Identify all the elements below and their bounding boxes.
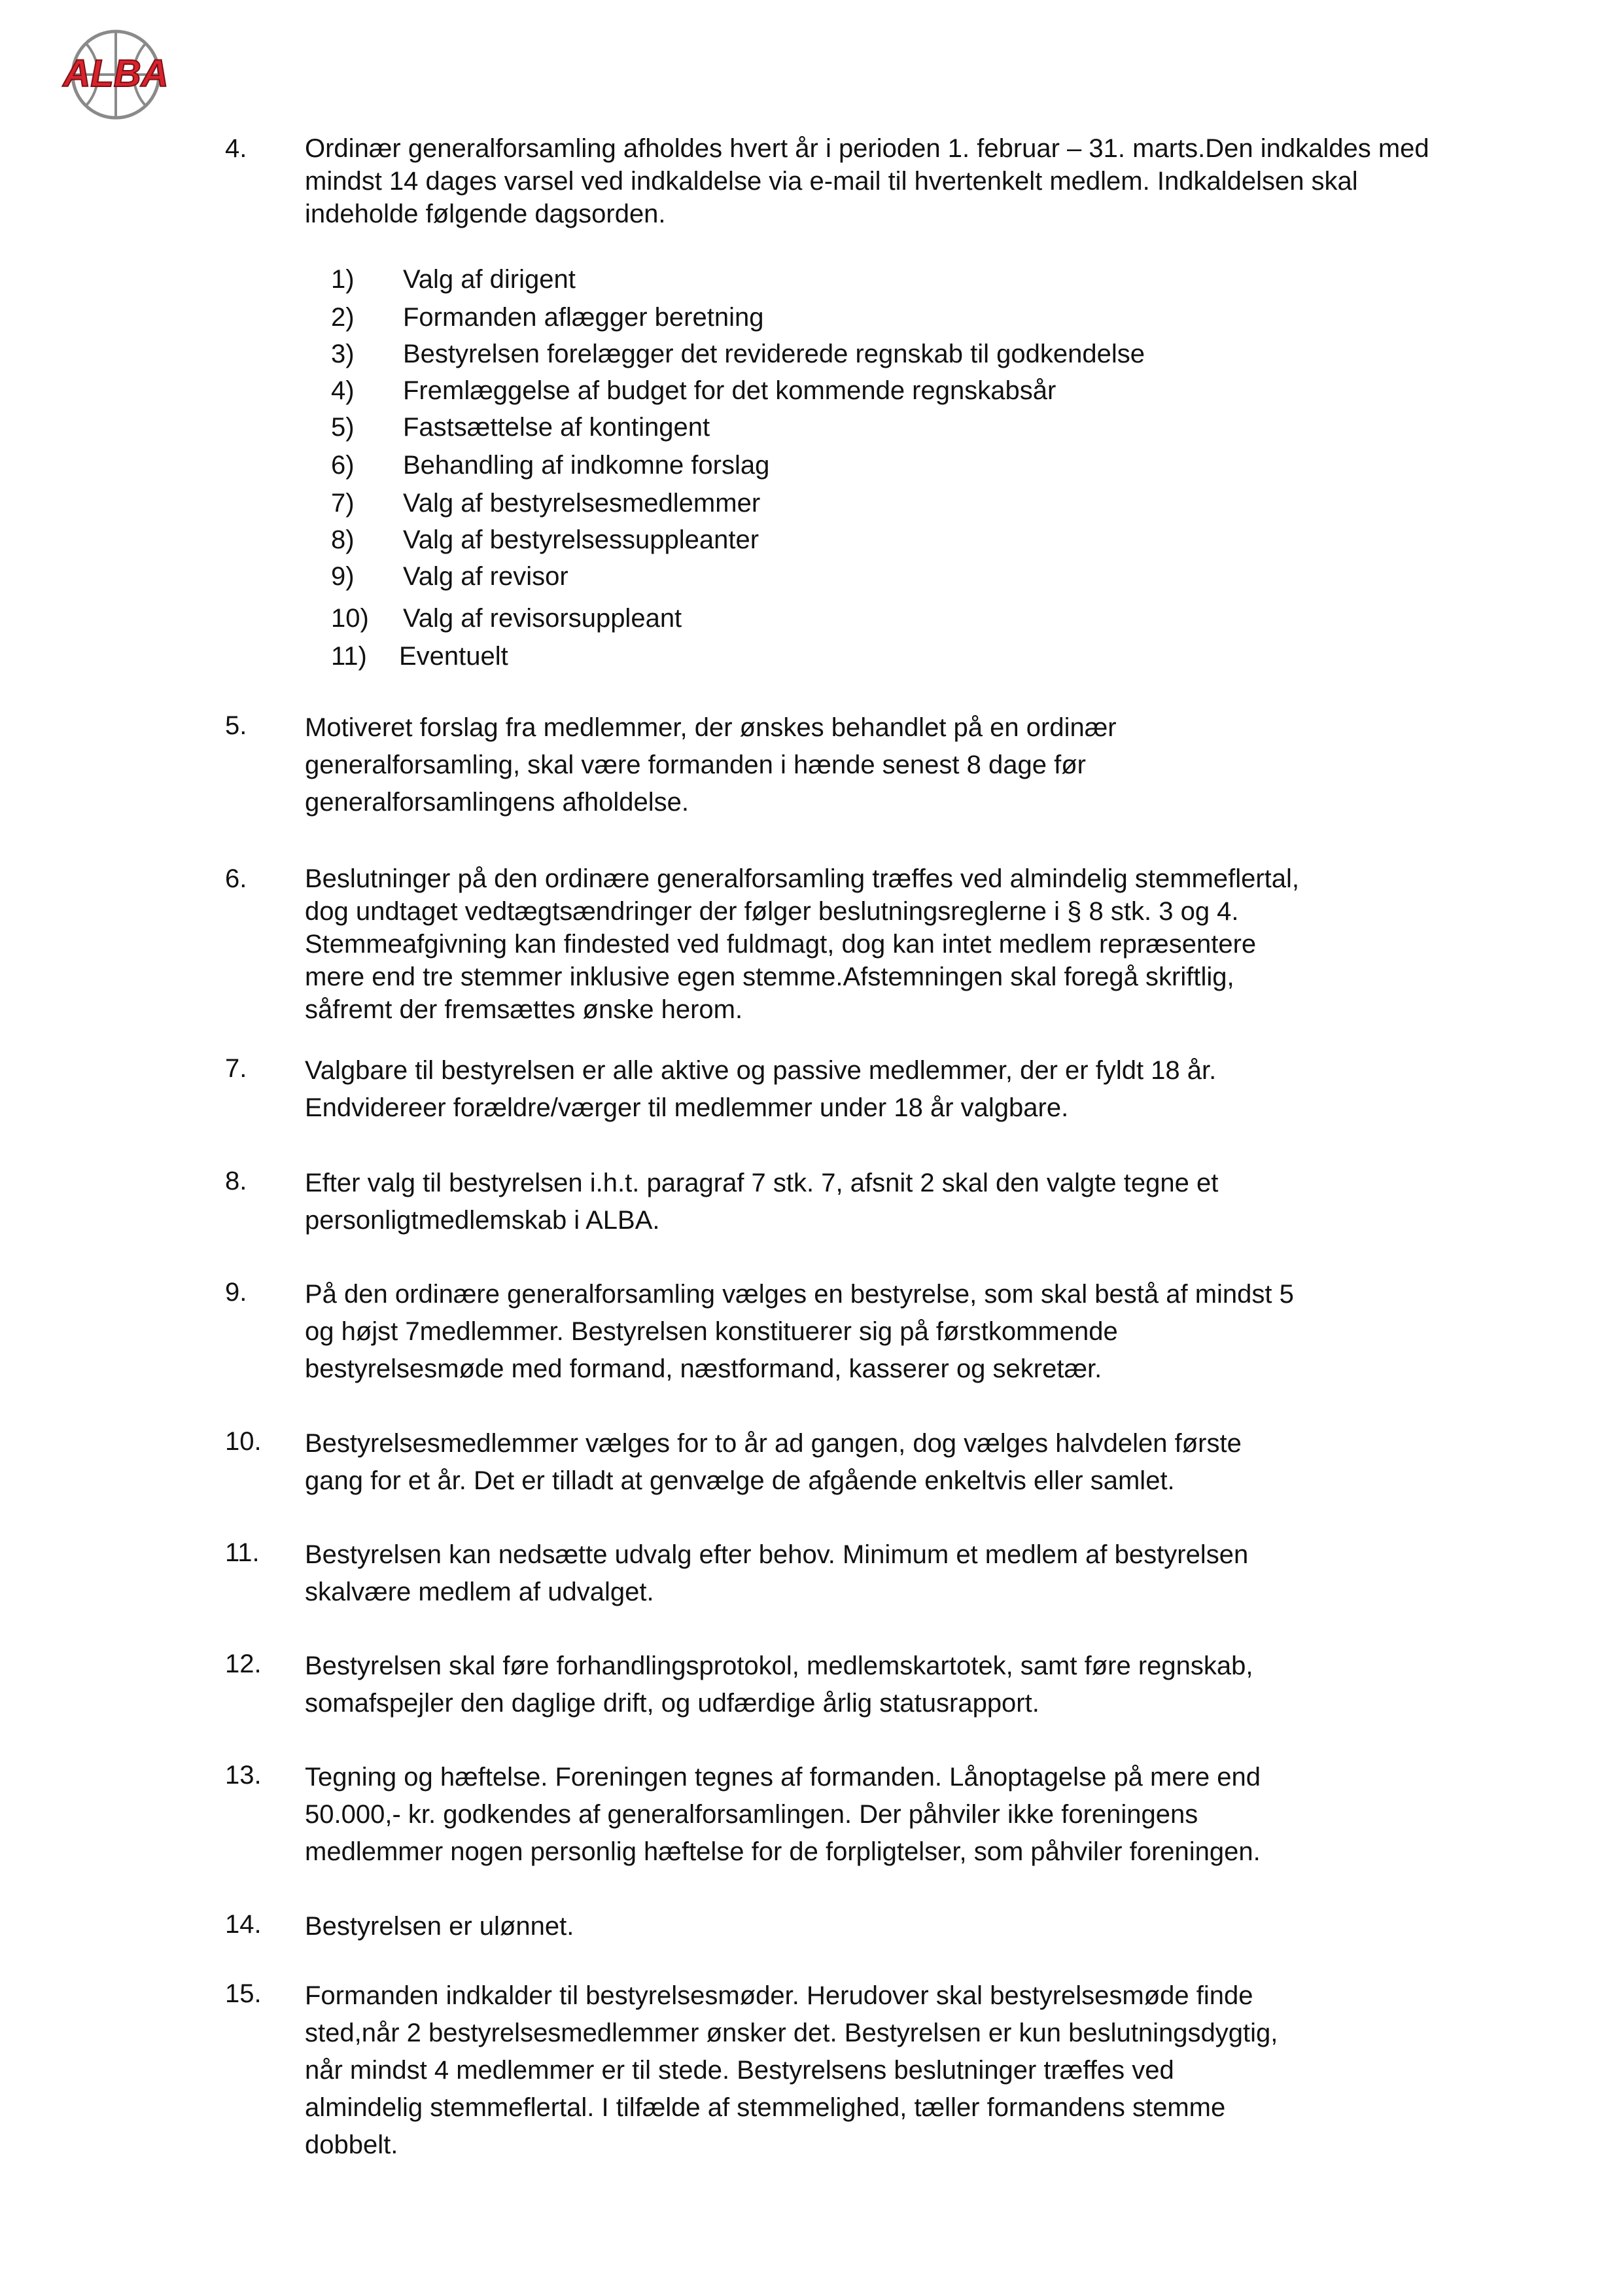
section-line: Bestyrelsesmedlemmer vælges for to år ad gangen, dog vælges halvdelen første <box>305 1429 1242 1458</box>
agenda-number: 6) <box>331 451 355 480</box>
section-number: 9. <box>225 1278 247 1307</box>
section-number: 10. <box>225 1427 262 1456</box>
section-line: generalforsamlingens afholdelse. <box>305 788 689 817</box>
section-line: Bestyrelsen kan nedsætte udvalg efter behov. Minimum et medlem af bestyrelsen <box>305 1540 1249 1569</box>
agenda-label: Valg af bestyrelsesmedlemmer <box>403 489 761 518</box>
agenda-number: 10) <box>331 604 369 633</box>
section-line: gang for et år. Det er tilladt at genvælge de afgående enkeltvis eller samlet. <box>305 1466 1175 1495</box>
section-line: somafspejler den daglige drift, og udfærdige årlig statusrapport. <box>305 1689 1039 1718</box>
section-number: 11. <box>225 1538 260 1567</box>
section-number: 13. <box>225 1761 262 1790</box>
agenda-label: Fastsættelse af kontingent <box>403 413 710 442</box>
section-text <box>305 709 1620 821</box>
section-line: Bestyrelsen er ulønnet. <box>305 1912 574 1941</box>
agenda-label: Eventuelt <box>399 642 508 671</box>
agenda-label: Valg af dirigent <box>403 265 576 294</box>
agenda-label: Fremlæggelse af budget for det kommende regnskabsår <box>403 376 1056 405</box>
section-line: Stemmeafgivning kan findested ved fuldmagt, dog kan intet medlem repræsentere <box>305 930 1257 959</box>
section-line: mere end tre stemmer inklusive egen stemme.Afstemningen skal foregå skriftlig, <box>305 963 1234 991</box>
section-line: Endvidereer forældre/værger til medlemmer under 18 år valgbare. <box>305 1093 1069 1122</box>
section-number: 5. <box>225 711 247 740</box>
agenda-label: Formanden aflægger beretning <box>403 303 764 332</box>
section-line: Ordinær generalforsamling afholdes hvert år i perioden 1. februar – 31. marts.Den indkaldes med <box>305 134 1429 163</box>
agenda-label: Behandling af indkomne forslag <box>403 451 770 480</box>
section-line: skalvære medlem af udvalget. <box>305 1578 654 1606</box>
section-line: når mindst 4 medlemmer er til stede. Bestyrelsens beslutninger træffes ved <box>305 2056 1174 2085</box>
section-line: mindst 14 dages varsel ved indkaldelse via e-mail til hvertenkelt medlem. Indkaldelsen skal <box>305 167 1358 196</box>
agenda-label: Valg af revisor <box>403 562 568 591</box>
section-number: 6. <box>225 864 247 893</box>
section-line: 50.000,- kr. godkendes af generalforsamlingen. Der påhviler ikke foreningens <box>305 1800 1198 1829</box>
agenda-number: 3) <box>331 340 355 368</box>
agenda-number: 5) <box>331 413 355 442</box>
section-line: Tegning og hæftelse. Foreningen tegnes af formanden. Lånoptagelse på mere end <box>305 1763 1261 1792</box>
agenda-label: Valg af bestyrelsessuppleanter <box>403 525 759 554</box>
section-text <box>305 1276 1620 1388</box>
section-number: 14. <box>225 1910 262 1939</box>
agenda-number: 4) <box>331 376 355 405</box>
section-line: såfremt der fremsættes ønske herom. <box>305 995 743 1024</box>
section-line: Formanden indkalder til bestyrelsesmøder. Herudover skal bestyrelsesmøde finde <box>305 1981 1253 2010</box>
section-line: Bestyrelsen skal føre forhandlingsprotokol, medlemskartotek, samt føre regnskab, <box>305 1651 1253 1680</box>
section-number: 7. <box>225 1054 247 1083</box>
section-text <box>305 1425 1620 1500</box>
section-text <box>305 132 1620 230</box>
agenda-number: 9) <box>331 562 355 591</box>
agenda-number: 7) <box>331 489 355 518</box>
agenda-number: 8) <box>331 525 355 554</box>
section-text <box>305 1908 1620 1945</box>
section-line: Beslutninger på den ordinære generalforsamling træffes ved almindelig stemmeflertal, <box>305 864 1300 893</box>
section-text <box>305 862 1620 1026</box>
section-line: indeholde følgende dagsorden. <box>305 200 666 228</box>
section-text <box>305 1536 1620 1611</box>
agenda-label: Valg af revisorsuppleant <box>403 604 682 633</box>
section-number: 12. <box>225 1650 262 1678</box>
svg-text:ALBA: ALBA <box>63 52 169 95</box>
agenda-number: 2) <box>331 303 355 332</box>
section-line: dobbelt. <box>305 2130 398 2159</box>
agenda-number: 1) <box>331 265 355 294</box>
section-line: Efter valg til bestyrelsen i.h.t. paragraf 7 stk. 7, afsnit 2 skal den valgte tegne et <box>305 1169 1219 1197</box>
section-text <box>305 1165 1620 1239</box>
section-line: og højst 7medlemmer. Bestyrelsen konstituerer sig på førstkommende <box>305 1317 1118 1346</box>
section-number: 15. <box>225 1979 262 2008</box>
section-text <box>305 1052 1620 1127</box>
section-line: dog undtaget vedtægtsændringer der følger beslutningsreglerne i § 8 stk. 3 og 4. <box>305 897 1239 926</box>
section-line: Valgbare til bestyrelsen er alle aktive og passive medlemmer, der er fyldt 18 år. <box>305 1056 1217 1085</box>
section-line: medlemmer nogen personlig hæftelse for de forpligtelser, som påhviler foreningen. <box>305 1837 1261 1866</box>
agenda-number: 11) <box>331 642 367 671</box>
section-line: Motiveret forslag fra medlemmer, der ønskes behandlet på en ordinær <box>305 713 1117 742</box>
section-text <box>305 1648 1620 1722</box>
agenda-label: Bestyrelsen forelægger det reviderede regnskab til godkendelse <box>403 340 1145 368</box>
section-line: almindelig stemmeflertal. I tilfælde af stemmelighed, tæller formandens stemme <box>305 2093 1226 2122</box>
section-text <box>305 1759 1620 1871</box>
section-text <box>305 1977 1620 2164</box>
section-line: bestyrelsesmøde med formand, næstformand, kasserer og sekretær. <box>305 1354 1102 1383</box>
section-line: generalforsamling, skal være formanden i hænde senest 8 dage før <box>305 751 1086 779</box>
section-number: 8. <box>225 1167 247 1195</box>
section-line: sted,når 2 bestyrelsesmedlemmer ønsker det. Bestyrelsen er kun beslutningsdygtig, <box>305 2019 1278 2047</box>
section-number: 4. <box>225 134 247 163</box>
section-line: På den ordinære generalforsamling vælges en bestyrelse, som skal bestå af mindst 5 <box>305 1280 1294 1309</box>
section-line: personligtmedlemskab i ALBA. <box>305 1206 660 1235</box>
